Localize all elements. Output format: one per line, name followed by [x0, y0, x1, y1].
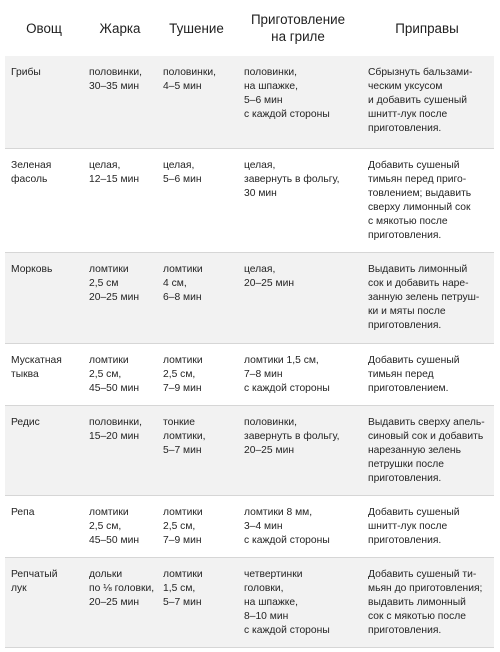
table-row — [5, 148, 494, 252]
cell-stewing: ломтики 4 см, 6–8 мин — [163, 263, 203, 303]
header-seasonings: Приправы — [395, 20, 459, 36]
cell-frying: целая, 12–15 мин — [89, 159, 140, 185]
cell-grilling: четвертинки головки, на шпажке, 8–10 мин с каждой стороны — [244, 568, 330, 636]
cell-grilling: половинки, на шпажке, 5–6 мин с каждой стороны — [244, 67, 330, 120]
table-row — [5, 252, 494, 343]
cell-seasonings: Выдавить сверху апель- синовый сок и добавить нарезанную зелень петрушки после приготовления. — [368, 416, 485, 484]
cell-vegetable: Морковь — [11, 263, 53, 275]
cell-frying: ломтики 2,5 см 20–25 мин — [89, 263, 140, 303]
cell-frying: ломтики 2,5 см, 45–50 мин — [89, 506, 140, 546]
table-row — [5, 405, 494, 495]
cell-stewing: половинки, 4–5 мин — [163, 67, 216, 92]
cell-seasonings: Добавить сушеный ти- мьян до приготовления; выдавить лимонный сок с мякотью после приготовления. — [368, 568, 483, 636]
cell-stewing: целая, 5–6 мин — [163, 159, 202, 185]
cell-stewing: тонкие ломтики, 5–7 мин — [163, 416, 206, 456]
cell-frying: половинки, 30–35 мин — [89, 67, 142, 92]
cell-grilling: половинки, завернуть в фольгу, 20–25 мин — [244, 416, 340, 456]
table-row — [5, 495, 494, 557]
vegetable-cooking-table — [5, 0, 494, 648]
cell-vegetable: Репа — [11, 506, 35, 518]
cell-stewing: ломтики 2,5 см, 7–9 мин — [163, 354, 203, 394]
cell-grilling: ломтики 8 мм, 3–4 мин с каждой стороны — [244, 506, 330, 546]
table-row — [5, 557, 494, 647]
header-vegetable: Овощ — [26, 20, 62, 36]
cell-vegetable: Мускатная тыква — [11, 354, 62, 380]
cell-grilling: ломтики 1,5 см, 7–8 мин с каждой стороны — [244, 354, 330, 394]
cell-vegetable: Репчатый лук — [11, 568, 58, 594]
cell-frying: половинки, 15–20 мин — [89, 416, 142, 442]
cell-seasonings: Выдавить лимонный сок и добавить наре- занную зелень петруш- ки и мяты после приготовления. — [368, 263, 480, 331]
cell-grilling: целая, 20–25 мин — [244, 263, 295, 289]
cell-grilling: целая, завернуть в фольгу, 30 мин — [244, 159, 340, 199]
cell-seasonings: Добавить сушеный тимьян перед приго- товлением; выдавить сверху лимонный сок с мякотью после приготовления. — [368, 159, 472, 241]
cell-vegetable: Грибы — [11, 67, 41, 78]
cell-seasonings: Добавить сушеный тимьян перед приготовлением. — [368, 354, 460, 394]
cell-seasonings: Добавить сушеный шнитт-лук после приготовления. — [368, 506, 460, 546]
table-row — [5, 56, 494, 148]
header-frying: Жарка — [99, 20, 141, 36]
header-grilling: Приготовление на гриле — [250, 12, 346, 44]
table-row — [5, 343, 494, 405]
cell-frying: дольки по ⅛ головки, 20–25 мин — [89, 568, 155, 608]
cell-frying: ломтики 2,5 см, 45–50 мин — [89, 354, 140, 394]
cell-vegetable: Зеленая фасоль — [11, 159, 52, 185]
cell-seasonings: Сбрызнуть бальзами- ческим уксусом и добавить сушеный шнитт-лук после приготовления. — [368, 67, 473, 134]
table-header-row — [5, 0, 494, 56]
cell-vegetable: Редис — [11, 416, 40, 428]
cell-stewing: ломтики 1,5 см, 5–7 мин — [163, 568, 203, 608]
header-stewing: Тушение — [169, 20, 224, 36]
cell-stewing: ломтики 2,5 см, 7–9 мин — [163, 506, 203, 546]
